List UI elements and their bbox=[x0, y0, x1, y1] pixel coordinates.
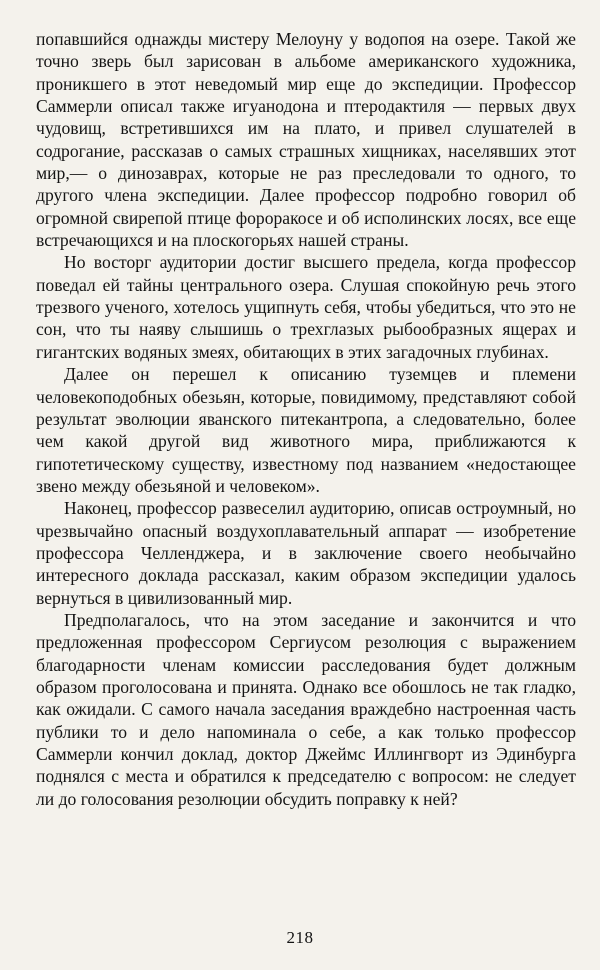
paragraph-4: Наконец, профессор развеселил аудиторию, описав остроумный, но чрезвычайно опасный воздухоплавательный аппарат — изобретение профессора Челленджера, и в заключение своего необычайно интересного доклада рассказал, каким образом экспедиции удалось вернуться в цивилизованный мир. bbox=[36, 498, 576, 608]
paragraph-2: Но восторг аудитории достиг высшего предела, когда профессор поведал ей тайны центрального озера. Слушая спокойную речь этого трезвого ученого, хотелось ущипнуть себя, чтобы убедиться, что это не сон, что ты наяву слышишь о трехглазых рыбообразных ящерах и гигантских водяных змеях, обитающих в этих загадочных глубинах. bbox=[36, 252, 576, 362]
paragraph-1: попавшийся однажды мистеру Мелоуну у водопоя на озере. Такой же точно зверь был зарисован в альбоме американского художника, проникшего в этот неведомый мир еще до экспедиции. Профессор Саммерли описал также игуанодона и птеродактиля — первых двух чудовищ, встретившихся им на плато, и привел слушателей в содрогание, рассказав о самых страшных хищниках, населявших этот мир,— о динозаврах, которые не раз преследовали то одного, то другого члена экспедиции. Далее профессор подробно говорил об огромной свирепой птице фороракосе и об исполинских лосях, все еще встречающихся и на плоскогорьях нашей страны. bbox=[36, 29, 576, 251]
paragraph-5: Предполагалось, что на этом заседание и закончится и что предложенная профессором Сергиусом резолюция с выражением благодарности членам комиссии расследования будет должным образом проголосована и принята. Однако все обошлось не так гладко, как ожидали. С самого начала заседания враждебно настроенная часть публики то и дело напоминала о себе, а как только профессор Саммерли кончил доклад, доктор Джеймс Иллингворт из Эдинбурга поднялся с места и обратился к председателю с вопросом: не следует ли до голосования резолюции обсудить поправку к ней? bbox=[36, 609, 576, 809]
page-body bbox=[36, 28, 576, 810]
page-number: 218 bbox=[286, 928, 314, 947]
paragraph-3: Далее он перешел к описанию туземцев и племени человекоподобных обезьян, которые, повидимому, представляют собой результат эволюции яванского питекантропа, а следовательно, более чем какой другой вид животного мира, приближаются к гипотетическому существу, известному под названием «недостающее звено между обезьяной и человеком». bbox=[36, 364, 576, 496]
